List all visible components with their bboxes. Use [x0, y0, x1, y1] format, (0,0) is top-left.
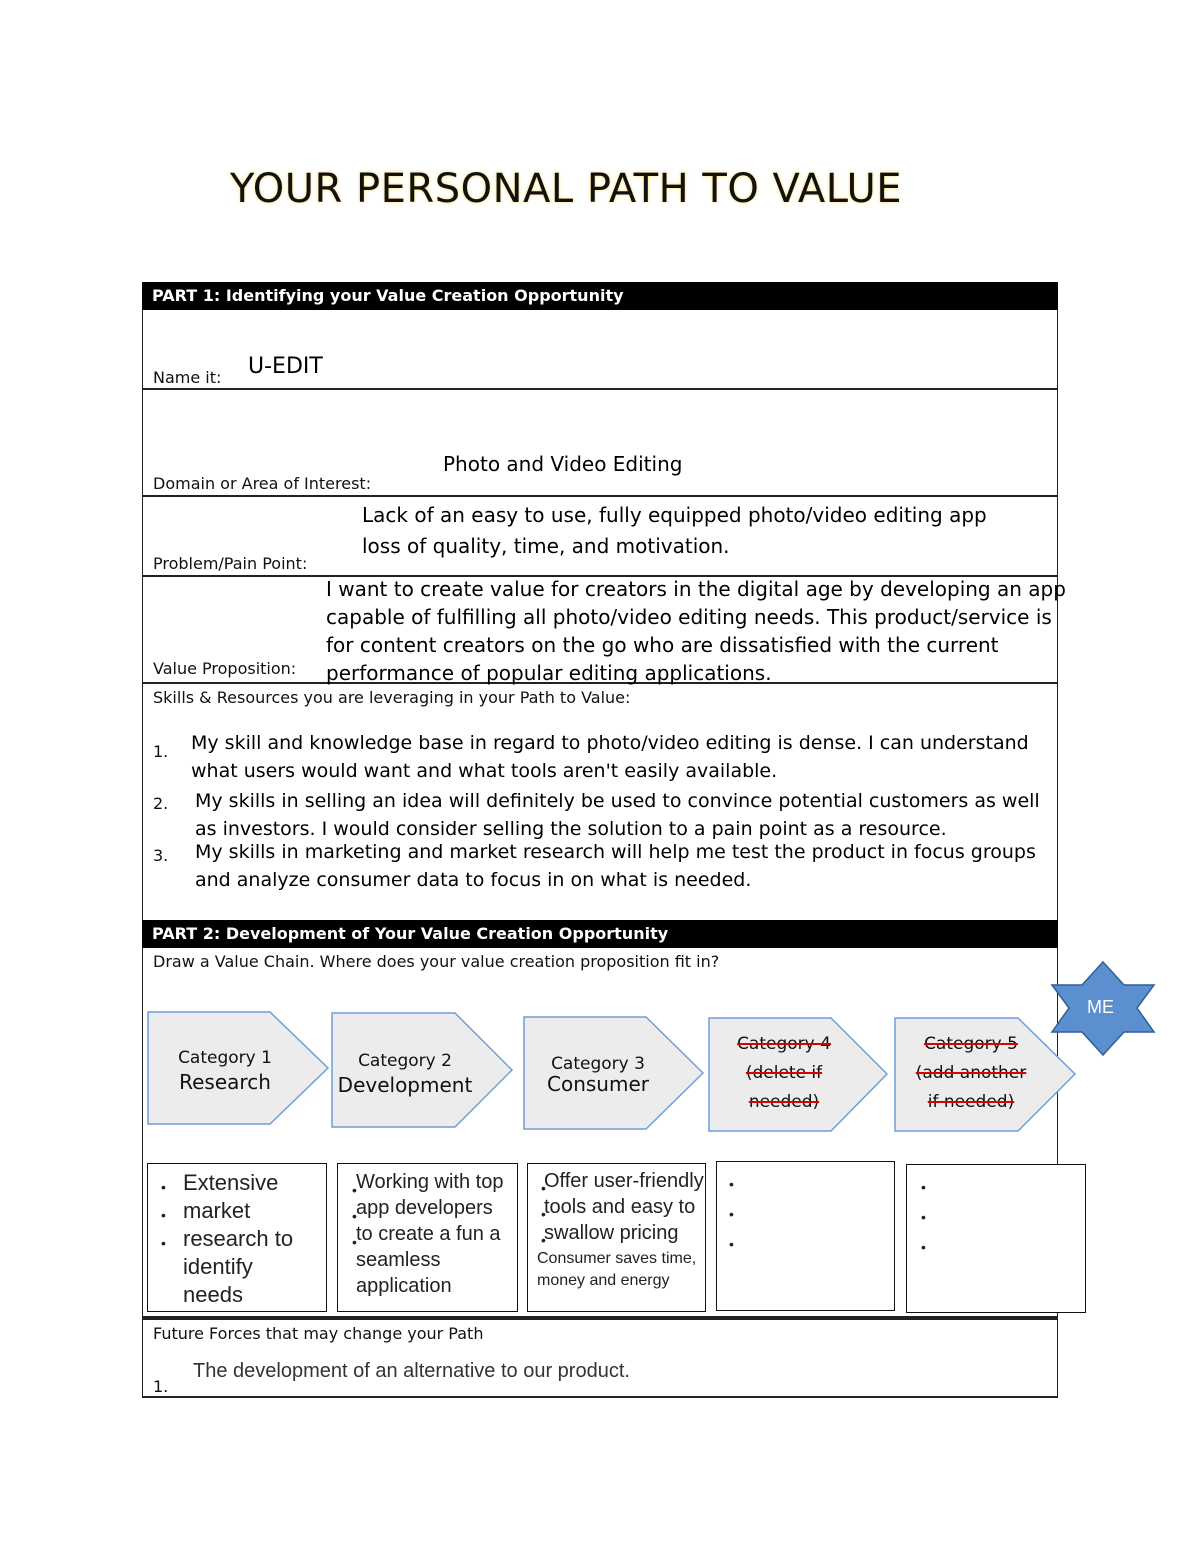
box-line: money and energy — [537, 1272, 670, 1289]
category-4-box — [716, 1161, 895, 1311]
domain-label: Domain or Area of Interest: — [153, 474, 372, 493]
skill-line: as investors. I would consider selling the solution to a pain point as a resource. — [195, 818, 947, 840]
category-4-name: Category 4 — [737, 1034, 831, 1054]
problem-line: loss of quality, time, and motivation. — [362, 534, 730, 558]
problem-line: Lack of an easy to use, fully equipped photo/video editing app — [362, 503, 987, 527]
box-line: Extensive — [183, 1170, 279, 1195]
box-line: Working with top — [356, 1171, 504, 1193]
skill-number: 3. — [153, 846, 169, 865]
category-1-label — [150, 1048, 300, 1094]
category-2-label — [330, 1051, 480, 1097]
bullet: • — [729, 1206, 734, 1222]
bullet: • — [541, 1232, 546, 1248]
box-line: research to — [183, 1226, 294, 1251]
skill-line: what users would want and what tools aren't easily available. — [191, 760, 778, 782]
category-3-title: Consumer — [547, 1072, 649, 1096]
skill-line: My skills in selling an idea will definitely be used to convince potential customers as well — [195, 790, 1040, 812]
category-3-label — [524, 1054, 672, 1096]
future-forces-row — [142, 1318, 1058, 1398]
category-4-note: (delete if — [745, 1063, 823, 1083]
bullet: • — [161, 1235, 166, 1251]
bullet: • — [541, 1180, 546, 1196]
name-label: Name it: — [153, 368, 222, 387]
box-line: to create a fun a — [356, 1223, 501, 1245]
domain-value: Photo and Video Editing — [443, 452, 683, 476]
category-2-box — [337, 1163, 518, 1312]
bullet: • — [729, 1176, 734, 1192]
category-1-box — [147, 1163, 327, 1312]
category-3-name: Category 3 — [551, 1054, 645, 1074]
future-text: The development of an alternative to our product. — [193, 1360, 630, 1382]
skill-line: My skills in marketing and market research will help me test the product in focus groups — [195, 841, 1036, 863]
bullet: • — [921, 1209, 926, 1225]
box-line: swallow pricing — [544, 1222, 679, 1244]
box-line: seamless — [356, 1249, 441, 1271]
part2-header: PART 2: Development of Your Value Creation Opportunity — [142, 920, 1058, 948]
future-number: 1. — [153, 1377, 169, 1396]
category-2-name: Category 2 — [358, 1051, 452, 1071]
future-label: Future Forces that may change your Path — [153, 1324, 484, 1343]
category-5-note: if needed) — [927, 1092, 1015, 1112]
problem-label: Problem/Pain Point: — [153, 554, 308, 573]
value-line: I want to create value for creators in the digital age by developing an app — [326, 577, 1066, 601]
me-label: ME — [1087, 997, 1114, 1017]
bullet: • — [352, 1234, 357, 1250]
value-line: performance of popular editing applications. — [326, 661, 772, 685]
skill-number: 1. — [153, 742, 169, 761]
category-5-note: (add another — [915, 1063, 1027, 1083]
box-line: identify — [183, 1254, 253, 1279]
category-5-label — [896, 1030, 1046, 1117]
skill-number: 2. — [153, 794, 169, 813]
bullet: • — [161, 1207, 166, 1223]
box-line: Consumer saves time, — [537, 1250, 697, 1267]
skill-line: My skill and knowledge base in regard to photo/video editing is dense. I can understand — [191, 732, 1029, 754]
box-line: needs — [183, 1282, 243, 1307]
bullet: • — [921, 1239, 926, 1255]
category-1-name: Category 1 — [178, 1048, 272, 1068]
bullet: • — [161, 1179, 166, 1195]
name-value: U-EDIT — [248, 354, 323, 379]
value-label: Value Proposition: — [153, 659, 297, 678]
bullet: • — [921, 1179, 926, 1195]
bullet: • — [352, 1182, 357, 1198]
box-line: application — [356, 1275, 452, 1297]
value-line: for content creators on the go who are dissatisfied with the current — [326, 633, 999, 657]
skill-line: and analyze consumer data to focus in on what is needed. — [195, 869, 752, 891]
category-2-title: Development — [337, 1073, 473, 1097]
box-line: market — [183, 1198, 251, 1223]
category-1-title: Research — [179, 1070, 271, 1094]
bullet: • — [541, 1206, 546, 1222]
box-line: app developers — [356, 1197, 493, 1219]
chain-prompt: Draw a Value Chain. Where does your value creation proposition fit in? — [153, 952, 720, 971]
box-line: Offer user-friendly — [544, 1170, 704, 1192]
category-3-box — [527, 1163, 706, 1312]
category-5-box — [906, 1164, 1086, 1313]
category-4-label — [709, 1030, 859, 1117]
category-4-note: needed) — [748, 1092, 820, 1112]
skills-label: Skills & Resources you are leveraging in your Path to Value: — [153, 688, 631, 707]
bullet: • — [729, 1236, 734, 1252]
category-5-name: Category 5 — [924, 1034, 1018, 1054]
page-title: YOUR PERSONAL PATH TO VALUE — [230, 166, 903, 212]
box-line: tools and easy to — [544, 1196, 696, 1218]
value-line: capable of fulfilling all photo/video editing needs. This product/service is — [326, 605, 1052, 629]
part1-header: PART 1: Identifying your Value Creation Opportunity — [142, 282, 1058, 310]
bullet: • — [352, 1208, 357, 1224]
